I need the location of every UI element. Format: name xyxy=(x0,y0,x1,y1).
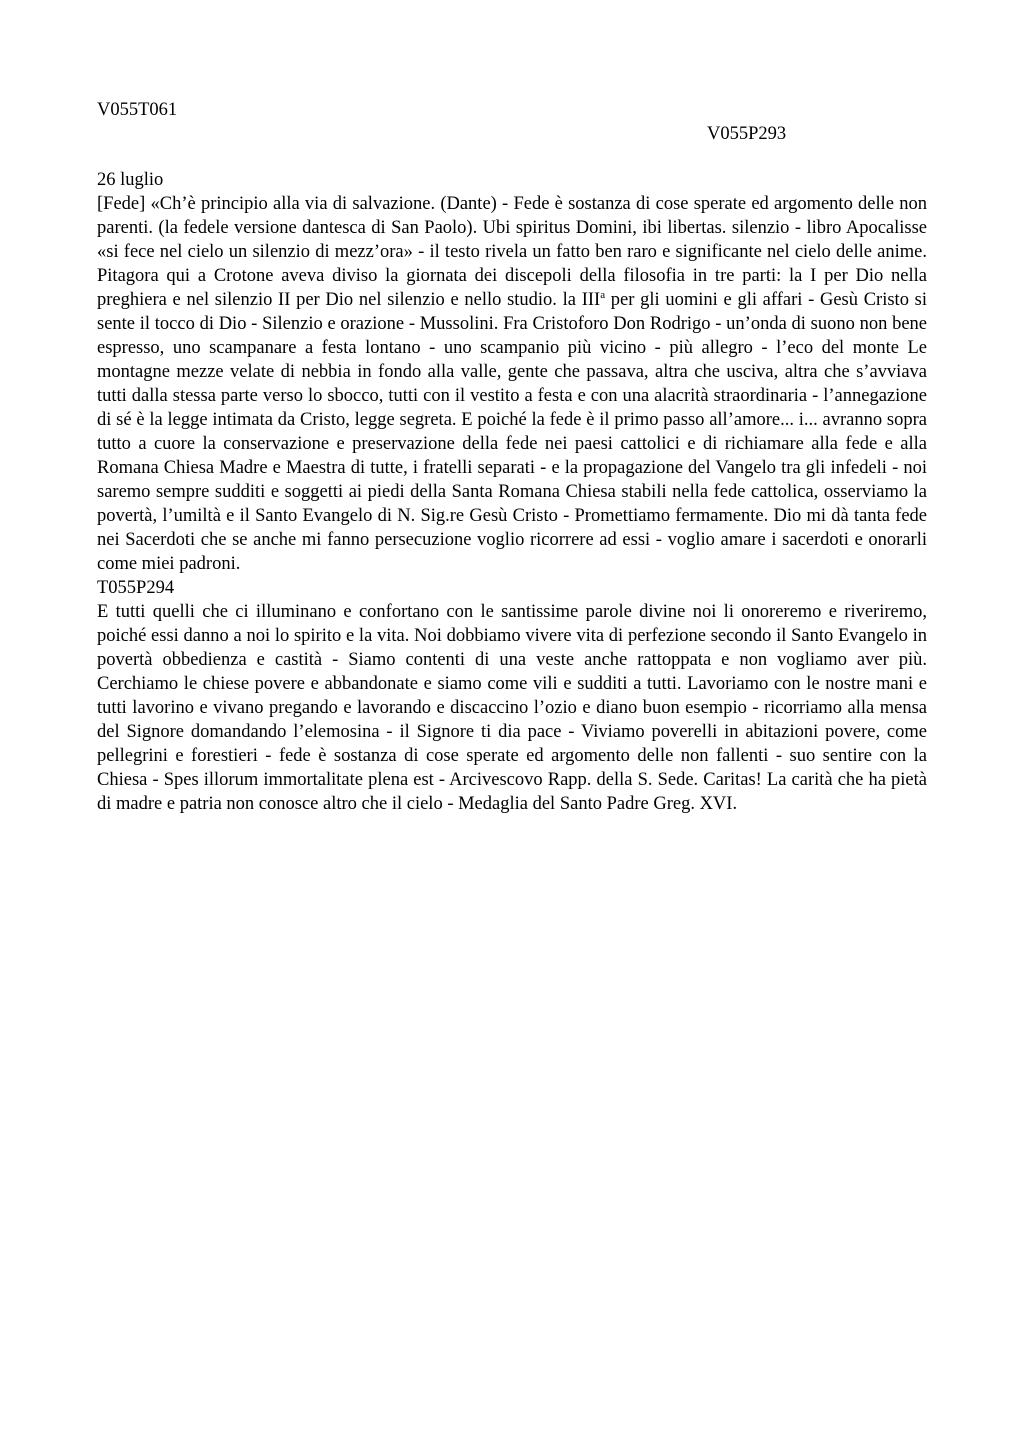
document-body xyxy=(97,168,927,816)
paragraph-1-part-b: per gli uomini e gli affari - Gesù Cristo si sente il tocco di Dio - Silenzio e orazione - Mussolini. Fra Cristoforo Don Rodrigo - un’onda di suono non bene espresso, uno scampanare a festa lontano - uno scampanio più vicino - più allegro - l’eco del monte Le montagne mezze velate di nebbia in fondo alla valle, gente che passava, altra che usciva, altra che s’avviava tutti dalla stessa parte verso lo sbocco, tutti con il vestito a festa e con una alacrità straordinaria - l’annegazione di sé è la legge intimata da Cristo, legge segreta. E poiché la fede è il primo passo all’amore... i... avranno sopra tutto a cuore la conservazione e preservazione della fede nei paesi cattolici e di richiamare alla fede e alla Romana Chiesa Madre e Maestra di tutte, i fratelli separati - e la propagazione del Vangelo tra gli infedeli - noi saremo sempre sudditi e soggetti ai piedi della Santa Romana Chiesa stabili nella fede cattolica, osserviamo la povertà, l’umiltà e il Santo Evangelo di N. Sig.re Gesù Cristo - Promettiamo fermamente. Dio mi dà tanta fede nei Sacerdoti che se anche mi fanno persecuzione voglio ricorrere ad essi - voglio amare i sacerdoti e onorarli come miei padroni. xyxy=(97,290,927,574)
entry-date: 26 luglio xyxy=(97,170,164,190)
document-id: V055T061 xyxy=(97,100,178,120)
ordinal-superscript: a xyxy=(600,288,606,301)
paragraph-2: E tutti quelli che ci illuminano e confortano con le santissime parole divine noi li onoreremo e riveriremo, poiché essi danno a noi lo spirito e la vita. Noi dobbiamo vivere vita di perfezione secondo il Santo Evangelo in povertà obbedienza e castità - Siamo contenti di una veste anche rattoppata e non vogliamo aver più. Cerchiamo le chiese povere e abbandonate e siamo come vili e sudditi a tutti. Lavoriamo con le nostre mani e tutti lavorino e vivano pregando e lavorando e discaccino l’ozio e diano buon esempio - ricorriamo alla mensa del Signore domandando l’elemosina - il Signore ti dia pace - Viviamo poverelli in abitazioni povere, come pellegrini e forestieri - fede è sostanza di cose sperate ed argomento delle non fallenti - suo sentire con la Chiesa - Spes illorum immortalitate plena est - Arcivescovo Rapp. della S. Sede. Caritas! La carità che ha pietà di madre e patria non conosce altro che il cielo - Medaglia del Santo Padre Greg. XVI. xyxy=(97,602,927,814)
page-marker: T055P294 xyxy=(97,578,175,598)
paragraph-1 xyxy=(97,192,927,576)
paragraph-1-part-a: [Fede] «Ch’è principio alla via di salvazione. (Dante) - Fede è sostanza di cose sperate ed argomento delle non parenti. (la fedele versione dantesca di San Paolo). Ubi spiritus Domini, ibi libertas. silenzio - libro Apocalisse «si fece nel cielo un silenzio di mezz’ora» - il testo rivela un fatto ben raro e significante nel cielo delle anime. Pitagora qui a Crotone aveva diviso la giornata dei discepoli della filosofia in tre parti: la I per Dio nella preghiera e nel silenzio II per Dio nel silenzio e nello studio. la III xyxy=(97,194,927,310)
page-id: V055P293 xyxy=(707,124,787,144)
